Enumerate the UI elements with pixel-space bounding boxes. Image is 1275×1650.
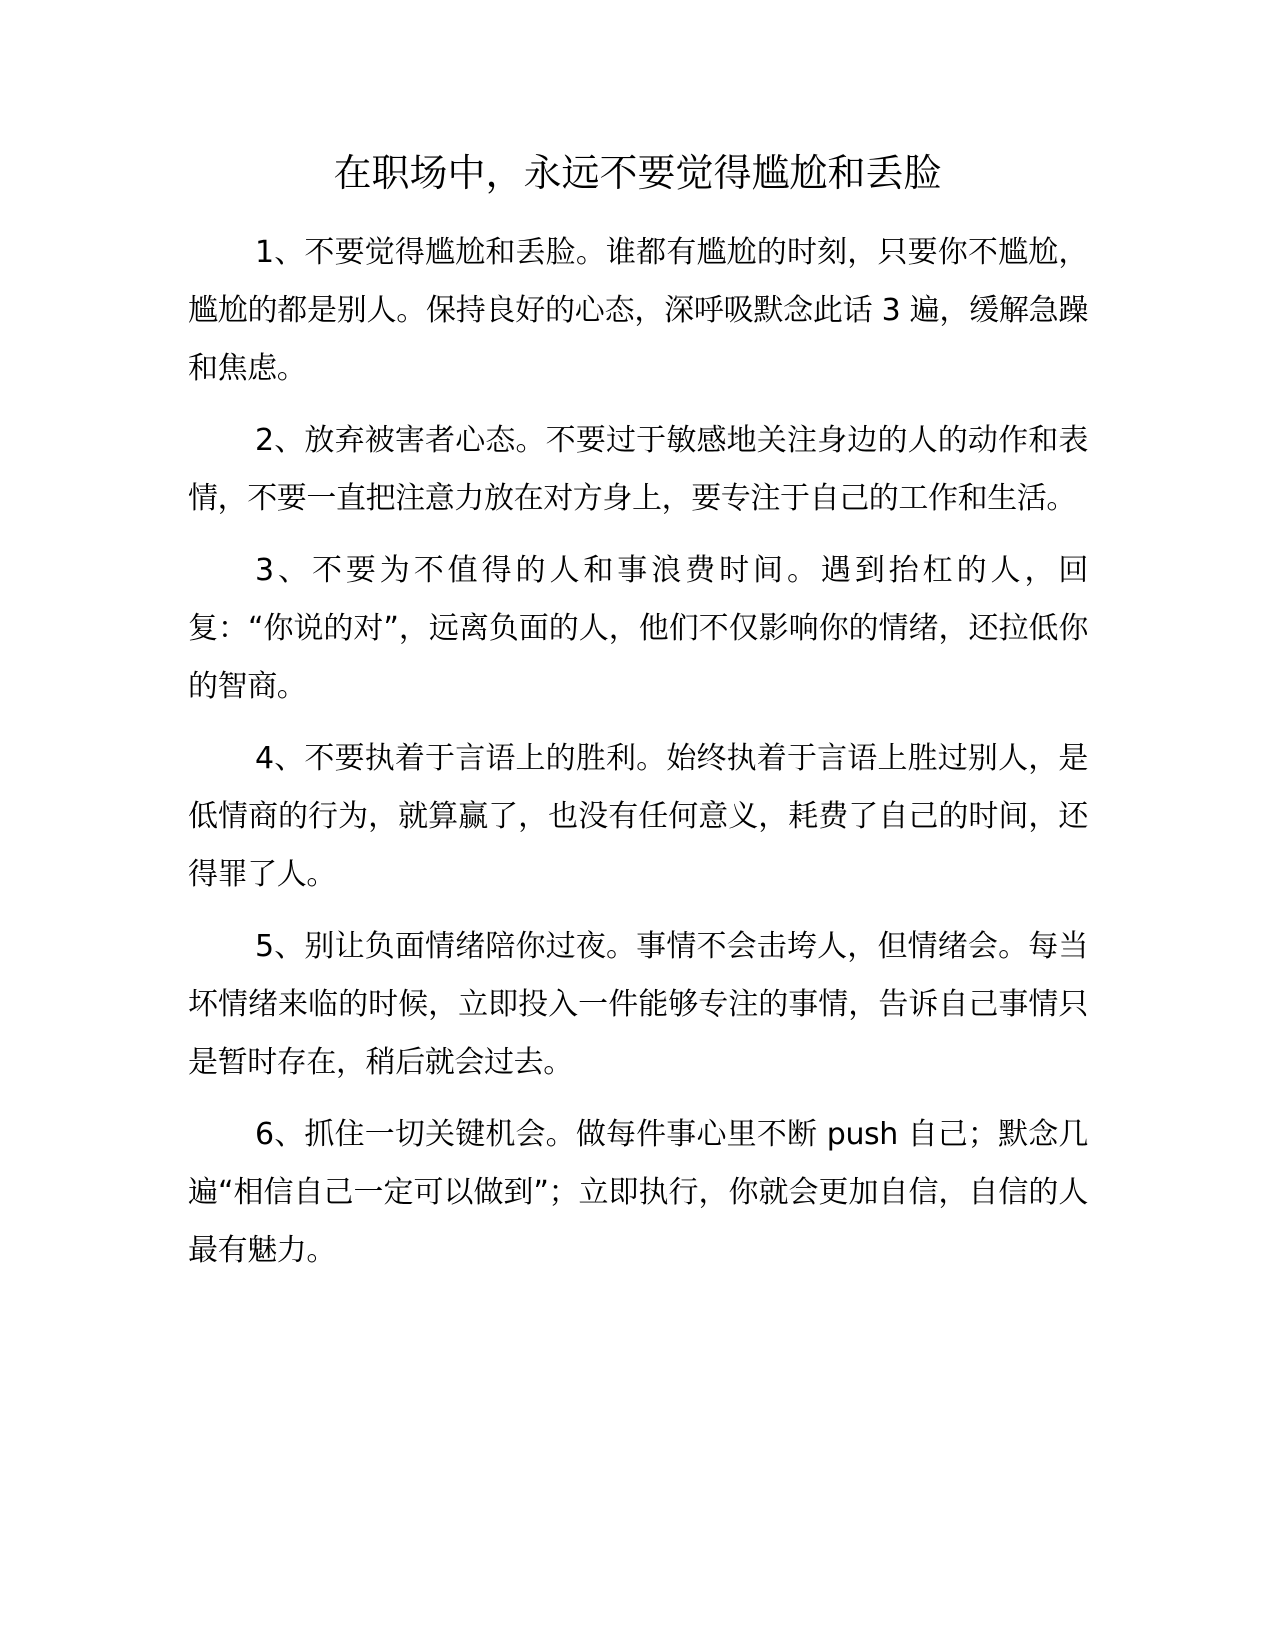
paragraph-2: 2、放弃被害者心态。不要过于敏感地关注身边的人的动作和表情，不要一直把注意力放在对方身上，要专注于自己的工作和生活。 [188, 423, 1088, 516]
document-body [188, 224, 1088, 1294]
paragraph-1: 1、不要觉得尴尬和丢脸。谁都有尴尬的时刻，只要你不尴尬，尴尬的都是别人。保持良好的心态，深呼吸默念此话 3 遍，缓解急躁和焦虑。 [188, 235, 1088, 386]
document-title: 在职场中，永远不要觉得尴尬和丢脸 [333, 151, 942, 195]
paragraph-5: 5、别让负面情绪陪你过夜。事情不会击垮人，但情绪会。每当坏情绪来临的时候，立即投入一件能够专注的事情，告诉自己事情只是暂时存在，稍后就会过去。 [188, 929, 1088, 1080]
paragraph-6: 6、抓住一切关键机会。做每件事心里不断 push 自己；默念几遍“相信自己一定可以做到”；立即执行，你就会更加自信，自信的人最有魅力。 [188, 1117, 1088, 1268]
paragraph-3: 3、不要为不值得的人和事浪费时间。遇到抬杠的人，回复：“你说的对”，远离负面的人，他们不仅影响你的情绪，还拉低你的智商。 [188, 553, 1088, 704]
paragraph-4: 4、不要执着于言语上的胜利。始终执着于言语上胜过别人，是低情商的行为，就算赢了，也没有任何意义，耗费了自己的时间，还得罪了人。 [188, 741, 1088, 892]
